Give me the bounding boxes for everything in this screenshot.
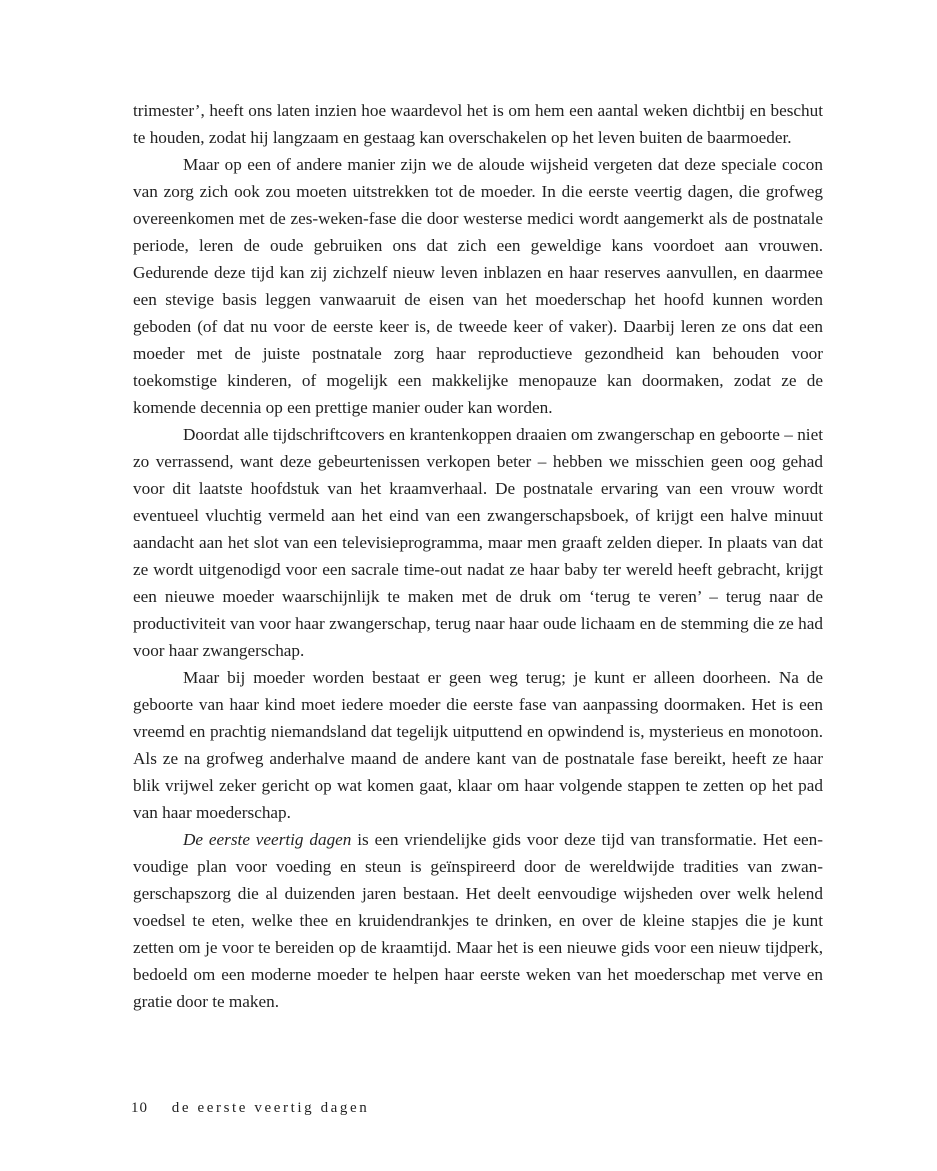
body-text (133, 97, 823, 1015)
paragraph-text: is een vriendelijke gids voor deze tijd van transformatie. Het eenvoudige plan voor voeding en steun is geïnspireerd door de wereldwijde tradities van zwangerschapszorg die al duizenden jaren bestaan. Het deelt eenvoudige wijsheden over welk helend voedsel te eten, welke thee en kruidendrankjes te drinken, en over de kleine stapjes die je kunt zetten om je voor te bereiden op de kraamtijd. Maar het is een nieuwe gids voor een nieuw tijdperk, bedoeld om een moderne moeder te helpen haar eerste weken van het moederschap met verve en gratie door te maken. (133, 830, 823, 1011)
page-number: 10 (131, 1100, 148, 1116)
paragraph: trimester’, heeft ons laten inzien hoe waardevol het is om hem een aantal weken dichtbij en beschut te houden, zodat hij langzaam en gestaag kan overschakelen op het leven buiten de baarmoeder. (133, 101, 823, 147)
paragraph: Doordat alle tijdschriftcovers en krantenkoppen draaien om zwangerschap en geboorte – niet zo verrassend, want deze gebeurtenissen verkopen beter – hebben we misschien geen oog gehad voor dit laatste hoofdstuk van het kraamverhaal. De postnatale ervaring van een vrouw wordt eventueel vluchtig vermeld aan het eind van een zwangerschapsboek, of krijgt een halve minuut aandacht aan het slot van een televisieprogramma, maar men graaft zelden dieper. In plaats van dat ze wordt uitgenodigd voor een sacrale time-out nadat ze haar baby ter wereld heeft gebracht, krijgt een nieuwe moeder waarschijnlijk te maken met de druk om ‘terug te veren’ – terug naar de productiviteit van voor haar zwangerschap, terug naar haar oude lichaam en de stemming die ze had voor haar zwangerschap. (133, 425, 823, 660)
running-title: de eerste veertig dagen (171, 1100, 370, 1116)
paragraph: Maar op een of andere manier zijn we de aloude wijsheid vergeten dat deze speciale cocon van zorg zich ook zou moeten uitstrekken tot de moeder. In die eerste veertig dagen, die grofweg overeenkomen met de zes-weken-fase die door westerse medici wordt aangemerkt als de postnatale periode, leren de oude gebruiken ons dat zich een geweldige kans voordoet aan vrouwen. Gedurende deze tijd kan zij zichzelf nieuw leven inblazen en haar reserves aanvullen, en daarmee een stevige basis leggen vanwaaruit de eisen van het moederschap het hoofd kunnen worden geboden (of dat nu voor de eerste keer is, de tweede keer of vaker). Daarbij leren ze ons dat een moeder met de juiste postnatale zorg haar reproductieve gezondheid kan behouden voor toekomstige kinderen, of mogelijk een makkelijke menopauze kan doormaken, zodat ze de komende decennia op een prettige manier ouder kan worden. (133, 155, 823, 417)
paragraph: Maar bij moeder worden bestaat er geen weg terug; je kunt er alleen doorheen. Na de geboorte van haar kind moet iedere moeder die eerste fase van aanpassing doormaken. Het is een vreemd en prachtig niemandsland dat tegelijk uitputtend en opwindend is, mysterieus en monotoon. Als ze na grofweg anderhalve maand de andere kant van de postnatale fase bereikt, heeft ze haar blik vrijwel zeker gericht op wat komen gaat, klaar om haar volgende stappen te zetten op het pad van haar moederschap. (133, 668, 823, 822)
page-footer (131, 1100, 369, 1117)
book-title-italic: De eerste veertig dagen (183, 830, 352, 849)
paragraph-final (133, 826, 823, 1015)
